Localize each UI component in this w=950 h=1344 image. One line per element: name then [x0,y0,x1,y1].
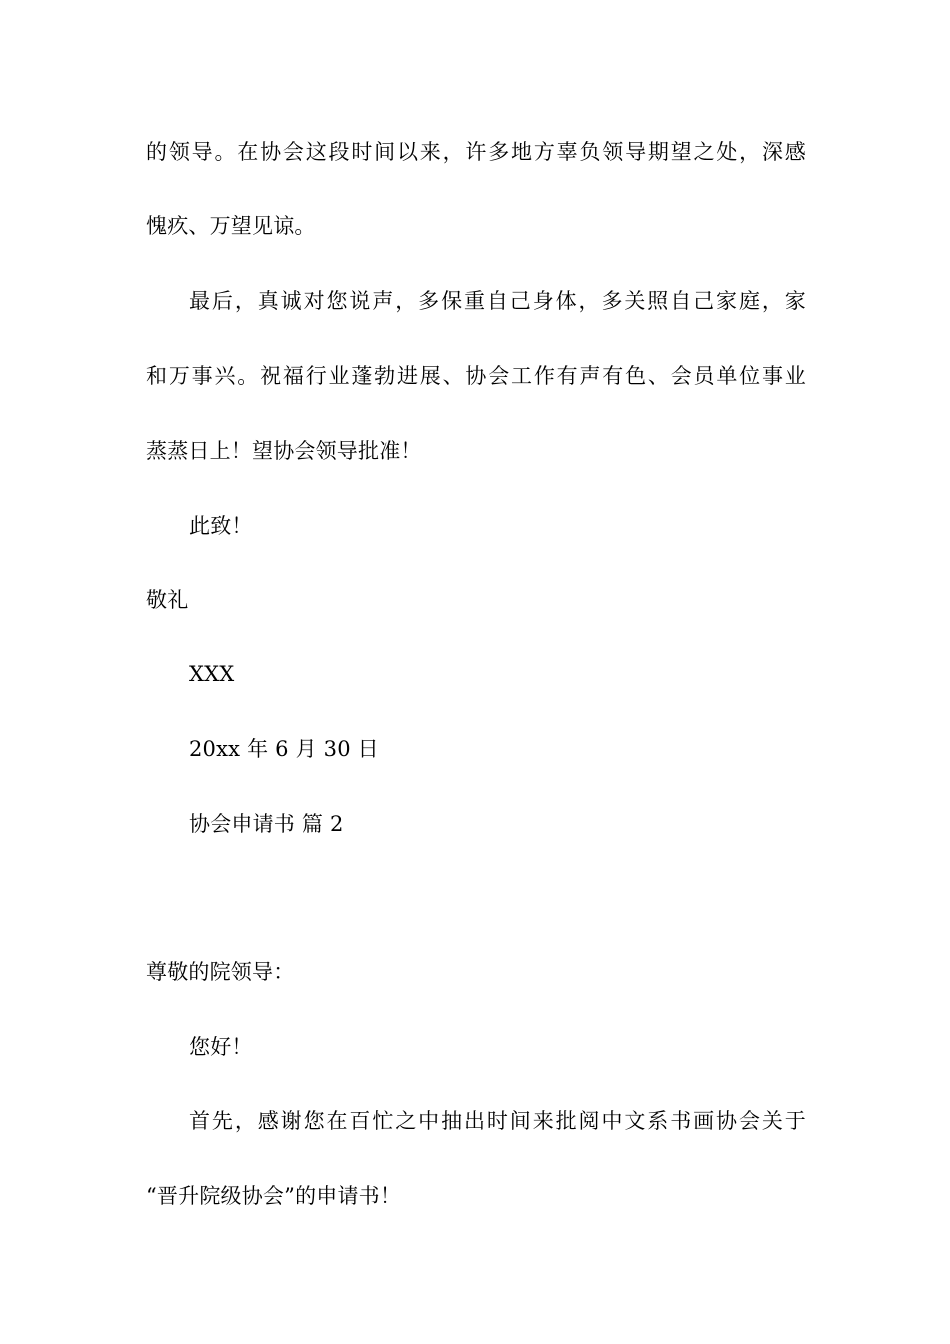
paragraph-line: “晋升院级协会”的申请书！ [146,1184,402,1208]
paragraph-line: 的领导。在协会这段时间以来，许多地方辜负领导期望之处，深感 [146,140,806,164]
paragraph-line: 最后，真诚对您说声，多保重自己身体，多关照自己家庭，家 [189,289,806,313]
section-title: 协会申请书 篇 2 [189,812,344,836]
date-text: 20xx 年 6 月 30 日 [189,737,379,761]
paragraph-line: 愧疚、万望见谅。 [146,214,316,238]
paragraph-line: 和万事兴。祝福行业蓬勃进展、协会工作有声有色、会员单位事业 [146,364,806,388]
salute-text: 敬礼 [146,588,189,612]
hello-text: 您好！ [189,1035,253,1059]
paragraph-line: 首先，感谢您在百忙之中抽出时间来批阅中文系书画协会关于 [189,1109,806,1133]
greeting-text: 尊敬的院领导： [146,960,295,984]
signature-text: XXX [189,662,235,686]
closing-text: 此致！ [189,514,253,538]
paragraph-line: 蒸蒸日上！望协会领导批准！ [146,439,422,463]
